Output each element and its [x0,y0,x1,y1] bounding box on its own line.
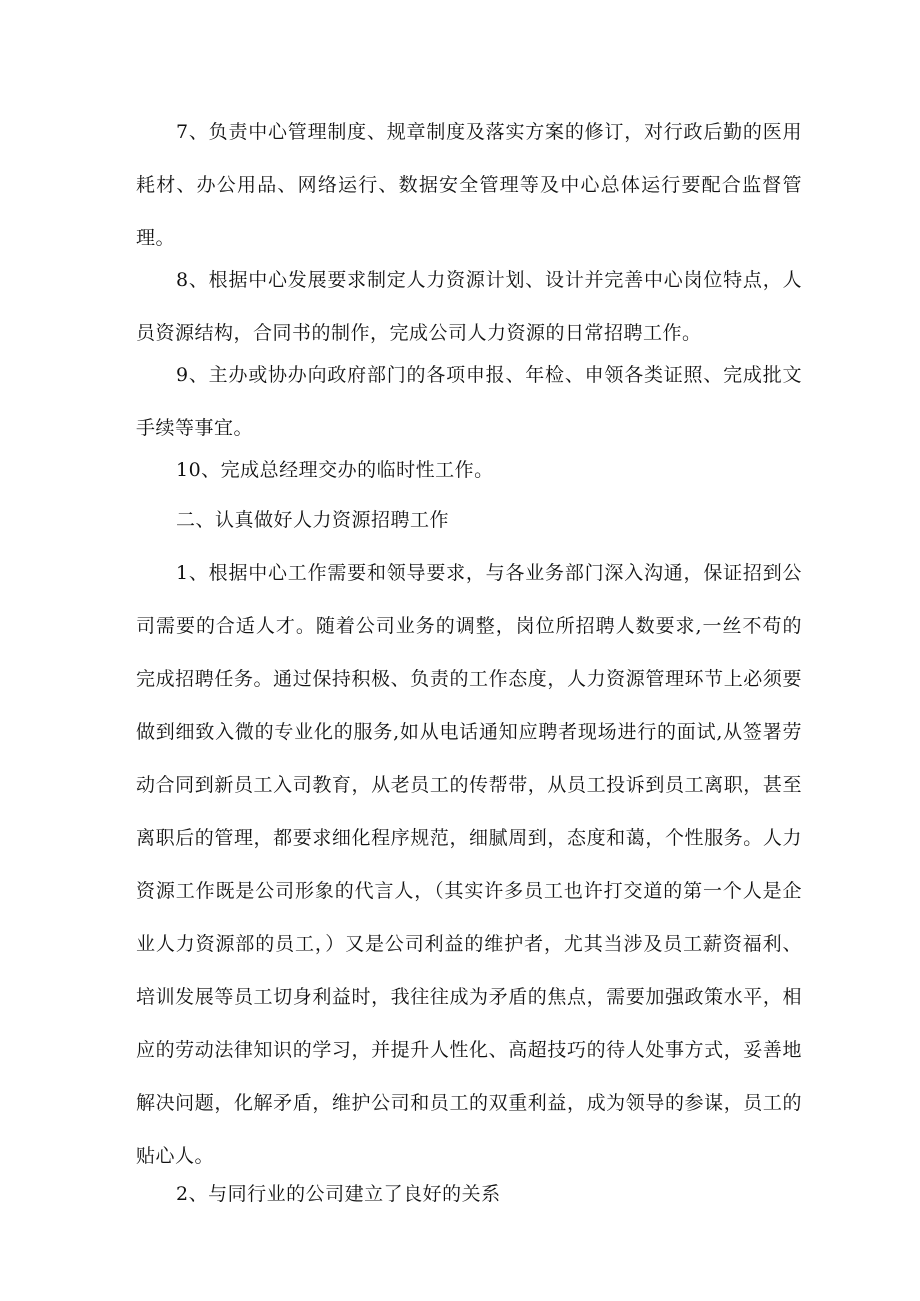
paragraph-item-7: 7、负责中心管理制度、规章制度及落实方案的修订，对行政后勤的医用耗材、办公用品、网络运行、数据安全管理等及中心总体运行要配合监督管理。 [136,121,802,249]
paragraph-recruitment-1: 1、根据中心工作需要和领导要求，与各业务部门深入沟通，保证招到公司需要的合适人才。随着公司业务的调整，岗位所招聘人数要求,一丝不苟的完成招聘任务。通过保持积极、负责的工作态度，人力资源管理环节上必须要做到细致入微的专业化的服务,如从电话通知应聘者现场进行的面试,从签署劳动合同到新员工入司教育，从老员工的传帮带，从员工投诉到员工离职，甚至离职后的管理，都要求细化程序规范，细腻周到，态度和蔼，个性服务。人力资源工作既是公司形象的代言人，（其实许多员工也许打交道的第一个人是企业人力资源部的员工，）又是公司利益的维护者，尤其当涉及员工薪资福利、培训发展等员工切身利益时，我往往成为矛盾的焦点，需要加强政策水平，相应的劳动法律知识的学习，并提升人性化、高超技巧的待人处事方式，妥善地解决问题，化解矛盾，维护公司和员工的双重利益，成为领导的参谋，员工的贴心人。 [136,562,802,1167]
section-heading-2: 二、认真做好人力资源招聘工作 [176,509,450,531]
paragraph-item-8: 8、根据中心发展要求制定人力资源计划、设计并完善中心岗位特点，人员资源结构，合同书的制作，完成公司人力资源的日常招聘工作。 [136,269,802,344]
paragraph-recruitment-2: 2、与同行业的公司建立了良好的关系 [176,1183,501,1205]
paragraph-item-10: 10、完成总经理交办的临时性工作。 [176,459,494,481]
paragraph-item-9: 9、主办或协办向政府部门的各项申报、年检、申领各类证照、完成批文手续等事宜。 [136,364,802,439]
